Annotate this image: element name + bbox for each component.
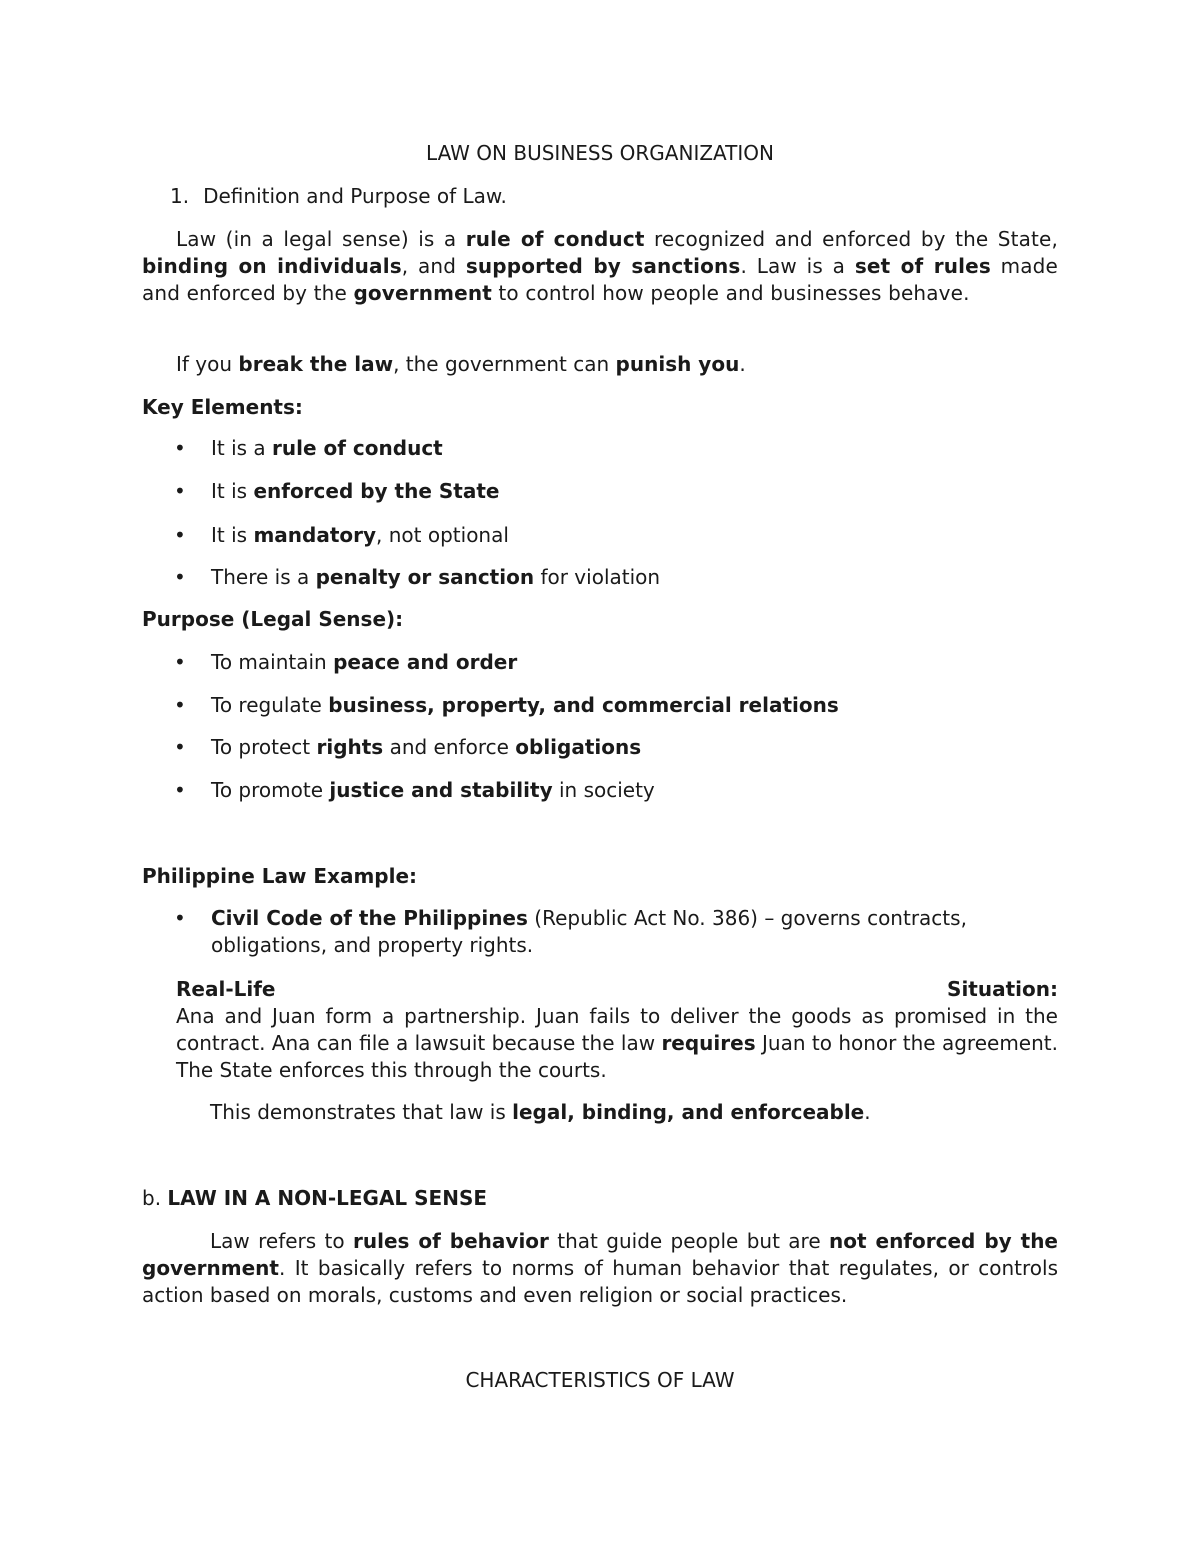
definition-paragraph: Law (in a legal sense) is a rule of conduct recognized and enforced by the State, binding on individuals, and supported by sanctions. Law is a set of rules made and enforced by the government to control how people and businesses behave. xyxy=(142,227,1058,305)
key-elements-heading: Key Elements: xyxy=(142,395,303,419)
page-title: LAW ON BUSINESS ORGANIZATION xyxy=(425,141,774,165)
non-legal-paragraph: Law refers to rules of behavior that guide people but are not enforced by the government. It basically refers to norms of human behavior that regulates, or controls action based on morals, customs and even religion or social practices. xyxy=(142,1229,1059,1307)
punish-sentence: If you break the law, the government can punish you. xyxy=(176,352,746,376)
bullet-icon: • xyxy=(174,778,186,802)
bullet-icon: • xyxy=(174,650,186,674)
situation-block xyxy=(176,976,1058,1084)
bullet-icon: • xyxy=(174,479,186,503)
ph-example-heading: Philippine Law Example: xyxy=(142,864,418,888)
situation-label: Real-Life Situation: xyxy=(176,977,1058,1001)
characteristics-heading: CHARACTERISTICS OF LAW xyxy=(465,1368,735,1392)
section-number: 1. xyxy=(170,184,190,208)
bullet-icon: • xyxy=(174,436,186,460)
list-item: Civil Code of the Philippines (Republic Act No. 386) – governs contracts, obligations, and property rights. xyxy=(211,906,967,957)
bullet-icon: • xyxy=(174,735,186,759)
section-heading xyxy=(170,183,1086,210)
non-legal-heading: b. LAW IN A NON-LEGAL SENSE xyxy=(142,1186,488,1210)
bullet-icon: • xyxy=(174,523,186,547)
bullet-icon: • xyxy=(174,693,186,717)
situation-paragraph: Ana and Juan form a partnership. Juan fails to deliver the goods as promised in the contract. Ana can file a lawsuit because the law requires Juan to honor the agreement. The State enforces this through the courts. xyxy=(176,1004,1058,1082)
purpose-heading: Purpose (Legal Sense): xyxy=(142,607,404,631)
bullet-icon: • xyxy=(174,906,186,930)
section-title: Definition and Purpose of Law. xyxy=(203,184,507,208)
bullet-icon: • xyxy=(174,565,186,589)
document-page: LAW ON BUSINESS ORGANIZATION 1. Definition and Purpose of Law. Law (in a legal sense) is a rule of conduct recognized and enforced by the State, binding on individuals, and supported by sanctions. Law is a set of rules made and enforced by the government to control how people and businesses behave. If you break the law, the government can punish you. Key Elements: • It is a rule of conduct • It is enforced by the State • It is mandatory, not optional • There is a penalty or sanction for violation Purpose (Legal Sense): • To maintain peace and order • To regulate business, property, and commercial relations • To protect rights and enforce obligations • To promote justice and stability in society Philippine Law Example: • Civil Code of the Philippines (Republic Act No. 386) – governs contracts, obligations, and property rights. Real-Life Situation: Ana and Juan form a partnership. Juan fails to deliver the goods as promised in the contract. Ana can file a lawsuit because the law requires Juan to honor the agreement. The State enforces this through the courts. This demonstrates that law is legal, binding, and enforceable. b. LAW IN A NON-LEGAL SENSE Law refers to rules of behavior that guide people but are not enforced by the government. It basically refers to norms of human behavior that regulates, or controls action based on morals, customs and even religion or social practices. CHARACTERISTICS OF LAW xyxy=(0,0,1200,1553)
demonstrates-sentence: This demonstrates that law is legal, binding, and enforceable. xyxy=(210,1100,871,1124)
